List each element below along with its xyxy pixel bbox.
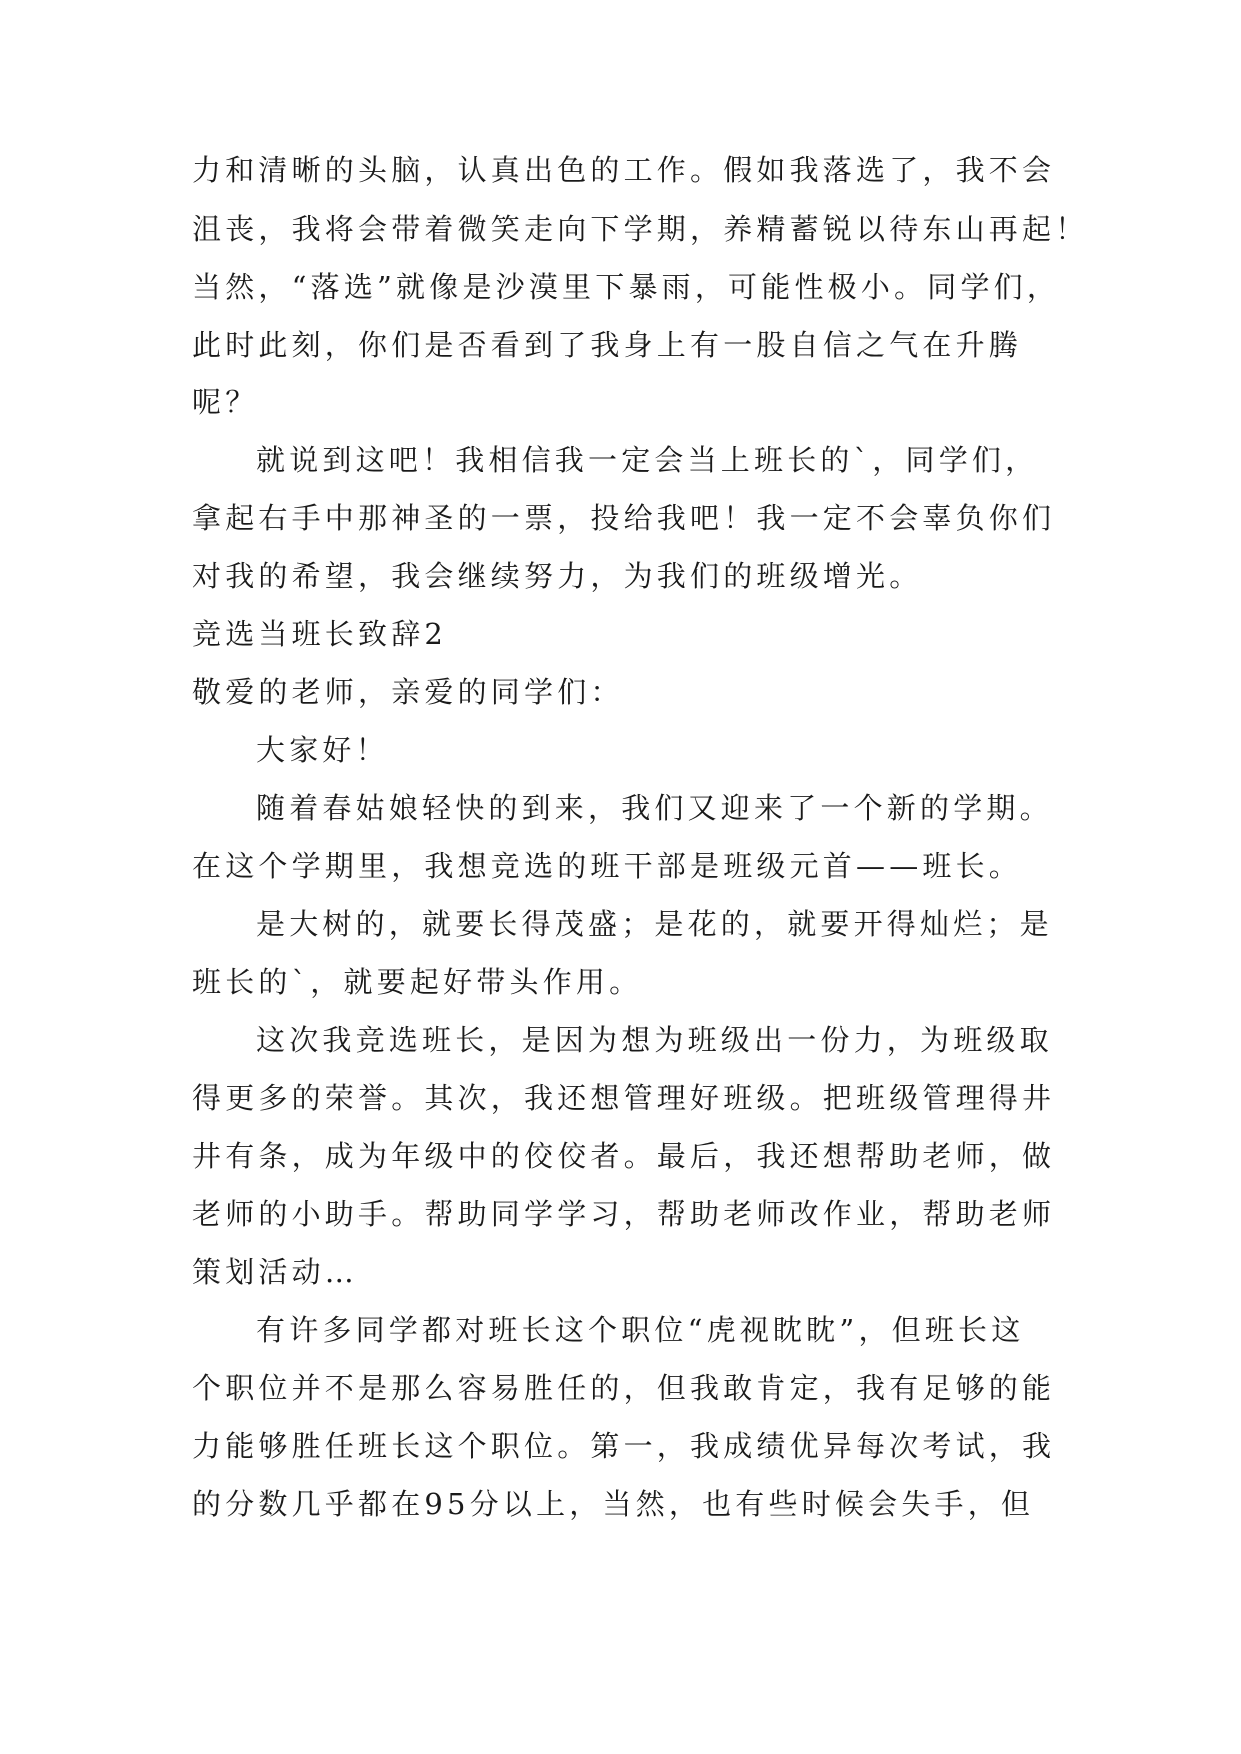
section-heading: 竞选当班长致辞2 — [192, 617, 448, 651]
text-line: 得更多的荣誉。其次，我还想管理好班级。把班级管理得井 — [192, 1081, 1056, 1115]
text-line: 力和清晰的头脑，认真出色的工作。假如我落选了，我不会 — [192, 153, 1056, 187]
text-line: 在这个学期里，我想竞选的班干部是班级元首——班长。 — [192, 849, 1023, 883]
text-line: 当然，“落选”就像是沙漠里下暴雨，可能性极小。同学们， — [192, 270, 1061, 304]
text-line: 对我的希望，我会继续努力，为我们的班级增光。 — [192, 559, 923, 593]
salutation: 敬爱的老师，亲爱的同学们： — [192, 675, 624, 709]
text-line: 策划活动… — [192, 1255, 359, 1289]
text-line: 沮丧，我将会带着微笑走向下学期，养精蓄锐以待东山再起！ — [192, 212, 1089, 246]
paragraph-first-line: 就说到这吧！我相信我一定会当上班长的`，同学们， — [256, 443, 1039, 477]
paragraph-first-line: 有许多同学都对班长这个职位“虎视眈眈”，但班长这 — [256, 1313, 1025, 1347]
greeting: 大家好！ — [256, 733, 389, 767]
paragraph-first-line: 是大树的，就要长得茂盛；是花的，就要开得灿烂；是 — [256, 907, 1053, 941]
text-line: 呢？ — [192, 385, 259, 419]
text-line: 拿起右手中那神圣的一票，投给我吧！我一定不会辜负你们 — [192, 501, 1056, 535]
paragraph-first-line: 这次我竞选班长，是因为想为班级出一份力，为班级取 — [256, 1023, 1053, 1057]
text-line: 个职位并不是那么容易胜任的，但我敢肯定，我有足够的能 — [192, 1371, 1056, 1405]
text-line: 井有条，成为年级中的佼佼者。最后，我还想帮助老师，做 — [192, 1139, 1056, 1173]
text-line: 的分数几乎都在95分以上，当然，也有些时候会失手，但 — [192, 1487, 1035, 1521]
text-line: 班长的`，就要起好带头作用。 — [192, 965, 643, 999]
text-line: 老师的小助手。帮助同学学习，帮助老师改作业，帮助老师 — [192, 1197, 1056, 1231]
text-line: 力能够胜任班长这个职位。第一，我成绩优异每次考试，我 — [192, 1429, 1056, 1463]
paragraph-first-line: 随着春姑娘轻快的到来，我们又迎来了一个新的学期。 — [256, 791, 1053, 825]
text-line: 此时此刻，你们是否看到了我身上有一股自信之气在升腾 — [192, 328, 1023, 362]
